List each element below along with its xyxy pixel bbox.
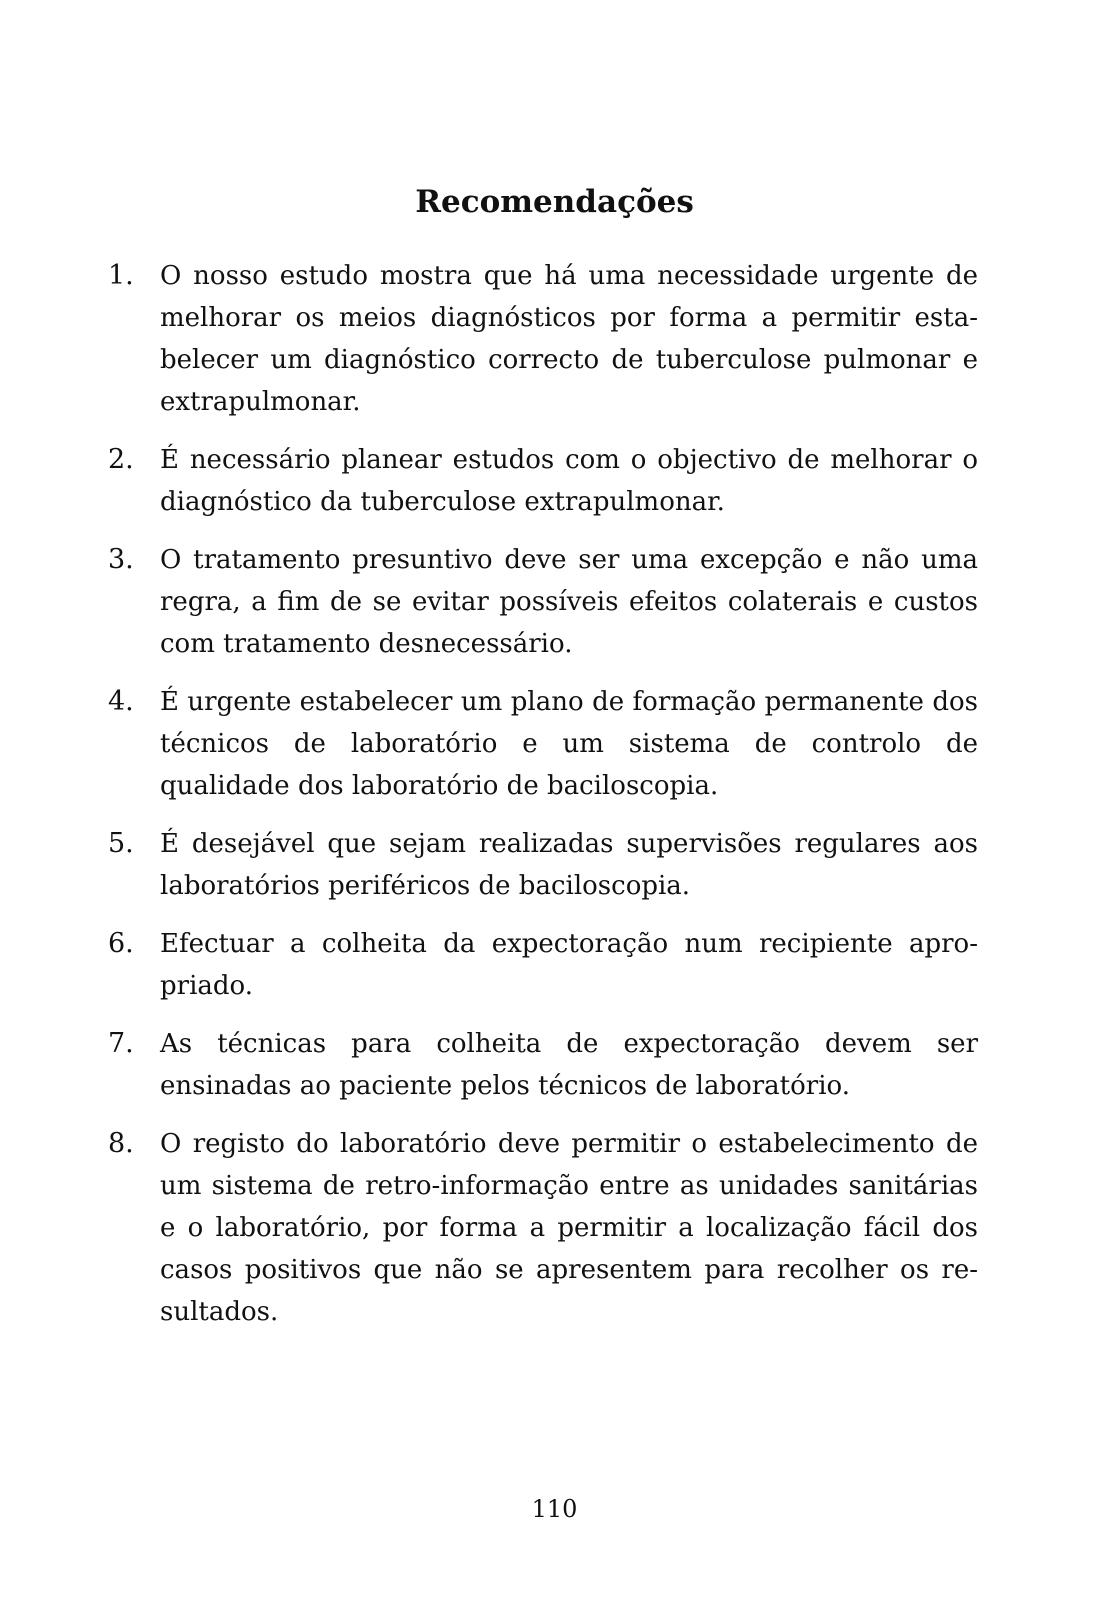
item-text: É desejável que sejam realizadas supervisões regulares aos laboratórios periféricos de baciloscopia.	[160, 829, 978, 901]
list-item	[108, 1123, 978, 1333]
item-number: 1.	[108, 260, 134, 291]
item-number: 6.	[108, 928, 134, 959]
list-item	[108, 255, 978, 423]
recommendations-list	[108, 255, 978, 1349]
list-item	[108, 923, 978, 1007]
item-text: O tratamento presuntivo deve ser uma excepção e não uma regra, a fim de se evitar possíveis efeitos colaterais e custos com tratamento desnecessário.	[160, 545, 978, 659]
list-item	[108, 539, 978, 665]
item-number: 4.	[108, 686, 134, 717]
item-number: 3.	[108, 544, 134, 575]
item-text: As técnicas para colheita de expectoração devem ser ensinadas ao paciente pelos técnicos de laboratório.	[160, 1029, 978, 1101]
list-item	[108, 439, 978, 523]
item-number: 2.	[108, 444, 134, 475]
item-number: 7.	[108, 1028, 134, 1059]
item-text: É necessário planear estudos com o objectivo de melhorar o diagnóstico da tuberculose extrapulmonar.	[160, 445, 978, 517]
item-text: Efectuar a colheita da expectoração num recipiente apro-priado.	[160, 929, 978, 1001]
list-item	[108, 823, 978, 907]
page-title: Recomendações	[415, 184, 694, 220]
item-text: O registo do laboratório deve permitir o estabelecimento de um sistema de retro-informação entre as unidades sanitárias e o laboratório, por forma a permitir a localização fácil dos casos positivos que não se apresentem para recolher os re-sultados.	[160, 1129, 978, 1327]
list-item	[108, 681, 978, 807]
item-number: 5.	[108, 828, 134, 859]
page-number: 110	[531, 1495, 578, 1523]
item-text: O nosso estudo mostra que há uma necessidade urgente de melhorar os meios diagnósticos por forma a permitir esta-belecer um diagnóstico correcto de tuberculose pulmonar e extrapulmonar.	[160, 261, 978, 417]
list-item	[108, 1023, 978, 1107]
item-number: 8.	[108, 1128, 134, 1159]
item-text: É urgente estabelecer um plano de formação permanente dos técnicos de laboratório e um sistema de controlo de qualidade dos laboratório de baciloscopia.	[160, 687, 978, 801]
